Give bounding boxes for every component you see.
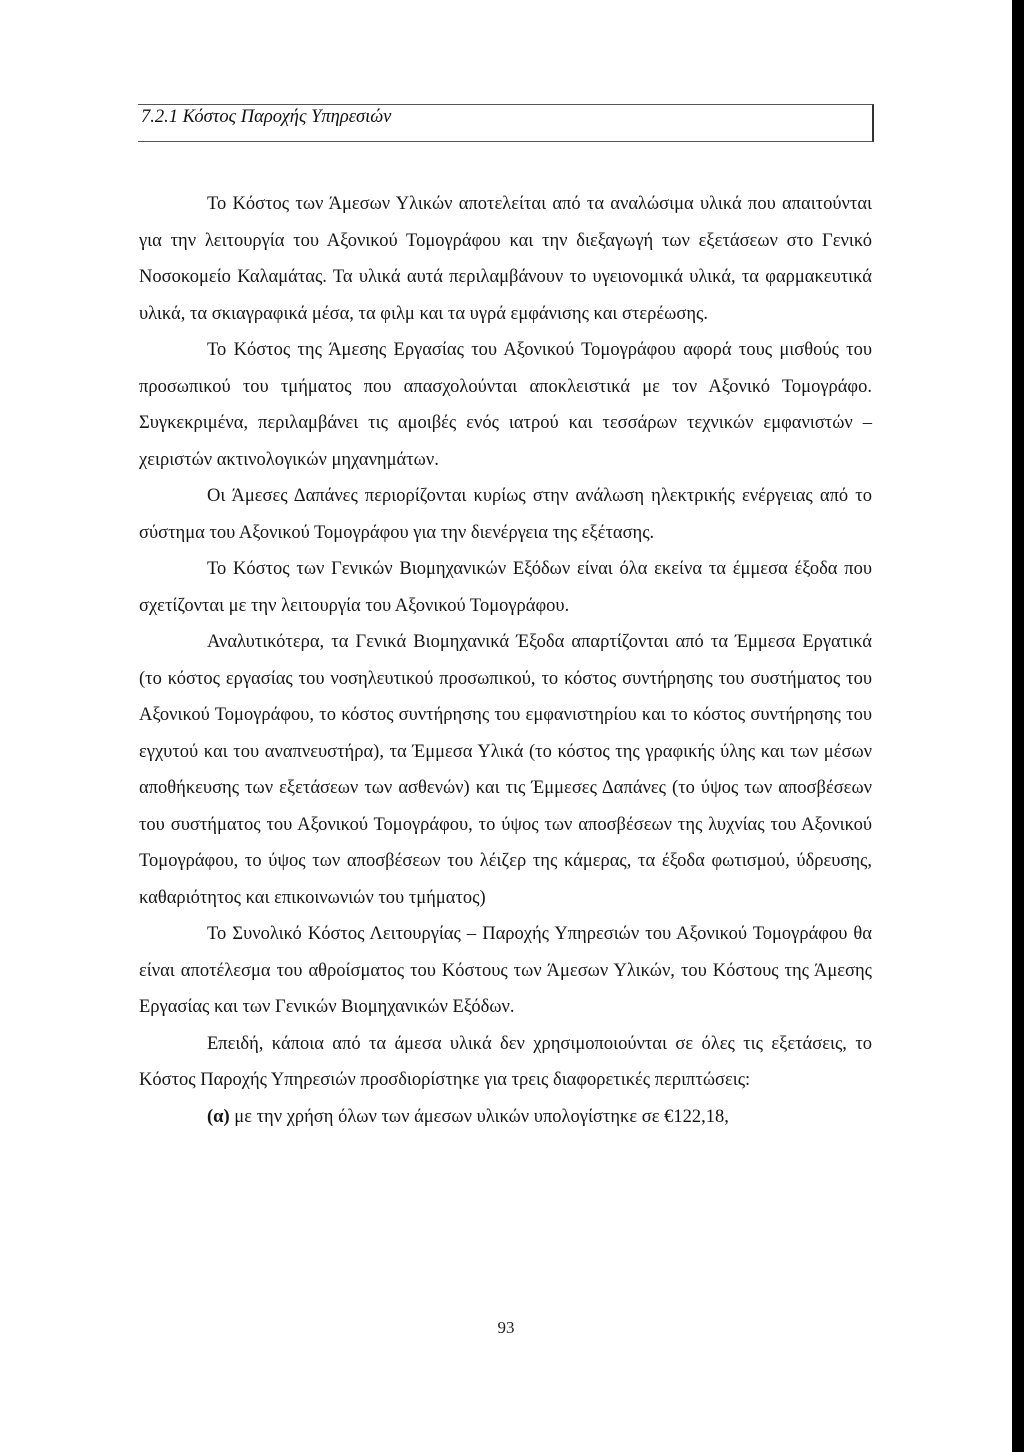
- list-marker: (α): [207, 1106, 230, 1127]
- paragraph-total-cost: Το Συνολικό Κόστος Λειτουργίας – Παροχής Υπηρεσιών του Αξονικού Τομογράφου θα είναι αποτέλεσμα του αθροίσματος του Κόστους των Άμεσων Υλικών, του Κόστους της Άμεσης Εργασίας και των Γενικών Βιομηχανικών Εξόδων.: [139, 924, 872, 1017]
- paragraph-direct-labor: Το Κόστος της Άμεσης Εργασίας του Αξονικού Τομογράφου αφορά τους μισθούς του προσωπικού του τμήματος που απασχολούνται αποκλειστικά με τον Αξονικό Τομογράφο. Συγκεκριμένα, περιλαμβάνει τις αμοιβές ενός ιατρού και τεσσάρων τεχνικών εμφανιστών – χειριστών ακτινολογικών μηχανημάτων.: [139, 340, 872, 470]
- list-item-text: με την χρήση όλων των άμεσων υλικών υπολογίστηκε σε €122,18,: [229, 1106, 729, 1127]
- paragraph-overheads: Το Κόστος των Γενικών Βιομηχανικών Εξόδων είναι όλα εκείνα τα έμμεσα έξοδα που σχετίζονται με την λειτουργία του Αξονικού Τομογράφου.: [139, 559, 872, 616]
- paragraph-direct-expenses: Οι Άμεσες Δαπάνες περιορίζονται κυρίως στην ανάλωση ηλεκτρικής ενέργειας από το σύστημα του Αξονικού Τομογράφου για την διενέργεια της εξέτασης.: [139, 486, 872, 543]
- page-number: 93: [497, 1318, 515, 1337]
- paragraph-cost-cases: Επειδή, κάποια από τα άμεσα υλικά δεν χρησιμοποιούνται σε όλες τις εξετάσεις, το Κόστος Παροχής Υπηρεσιών προσδιορίστηκε για τρεις διαφορετικές περιπτώσεις:: [139, 1033, 872, 1090]
- section-title: 7.2.1 Κόστος Παροχής Υπηρεσιών: [141, 107, 392, 127]
- paragraph-direct-materials: Το Κόστος των Άμεσων Υλικών αποτελείται από τα αναλώσιμα υλικά που απαιτούνται για την λειτουργία του Αξονικού Τομογράφου και την διεξαγωγή των εξετάσεων στο Γενικό Νοσοκομείο Καλαμάτας. Τα υλικά αυτά περιλαμβάνουν το υγειονομικά υλικά, τα φαρμακευτικά υλικά, τα σκιαγραφικά μέσα, τα φιλμ και τα υγρά εμφάνισης και στερέωσης.: [139, 194, 872, 324]
- document-body: [139, 186, 872, 1135]
- paragraph-overheads-detail: Αναλυτικότερα, τα Γενικά Βιομηχανικά Έξοδα απαρτίζονται από τα Έμμεσα Εργατικά (το κόστος εργασίας του νοσηλευτικού προσωπικού, το κόστος συντήρησης του συστήματος του Αξονικού Τομογράφου, το κόστος συντήρησης του εμφανιστηρίου και το κόστος συντήρησης του εγχυτού και του αναπνευστήρα), τα Έμμεσα Υλικά (το κόστος της γραφικής ύλης και των μέσων αποθήκευσης των εξετάσεων των ασθενών) και τις Έμμεσες Δαπάνες (το ύψος των αποσβέσεων του συστήματος του Αξονικού Τομογράφου, το ύψος των αποσβέσεων της λυχνίας του Αξονικού Τομογράφου, το ύψος των αποσβέσεων του λέιζερ της κάμερας, τα έξοδα φωτισμού, ύδρευσης, καθαριότητος και επικοινωνιών του τμήματος): [139, 632, 872, 908]
- list-item-case-a: [139, 1099, 872, 1136]
